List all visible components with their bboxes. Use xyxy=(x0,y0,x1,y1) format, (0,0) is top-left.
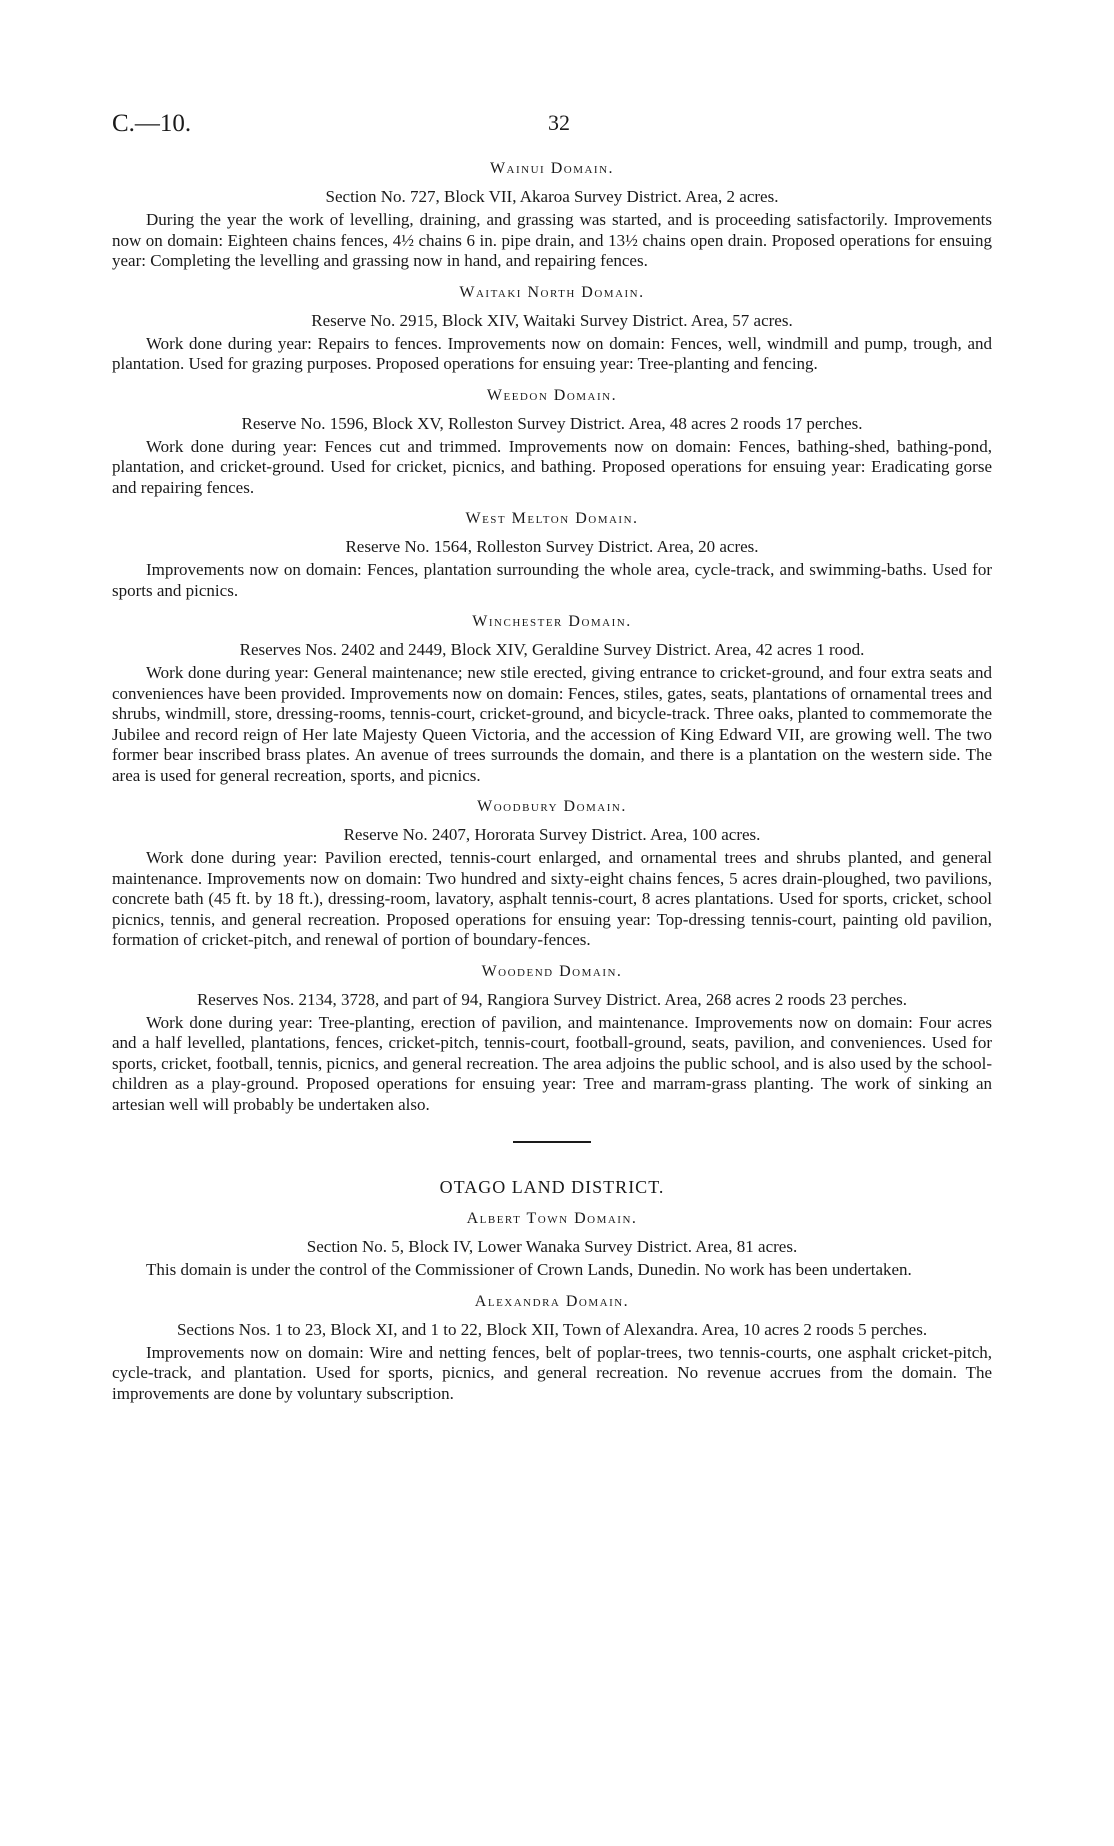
section-title-west-melton: West Melton Domain. xyxy=(465,510,639,527)
section-title-weedon: Weedon Domain. xyxy=(486,386,618,404)
section-body-woodend: Work done during year: Tree-planting, erection of pavilion, and maintenance. Improvements now on domain: Four acres and a half levelled, plantations, fences, cricket-pitch, tennis-court, football-ground, seats, pavilion, and conveniences. Used for sports, cricket, football, tennis, picnics, and general recreation. The area adjoins the public school, and is also used by the school-children as a play-ground. Proposed operations for ensuing year: Tree and marram-grass planting. The work of sinking an artesian well will probably be undertaken also. xyxy=(112,1012,992,1114)
section-body-waitaki-north: Work done during year: Repairs to fences. Improvements now on domain: Fences, well, windmill and pump, trough, and plantation. Used for grazing purposes. Proposed operations for ensuing year: Tree-planting and fencing. xyxy=(112,333,992,373)
section-body-winchester: Work done during year: General maintenance; new stile erected, giving entrance to cricket-ground, and four extra seats and conveniences have been provided. Improvements now on domain: Fences, stiles, gates, seats, plantations of ornamental trees and shrubs, windmill, store, dressing-rooms, tennis-court, cricket-ground, and bicycle-track. Three oaks, planted to commemorate the Jubilee and record reign of Her late Majesty Queen Victoria, and the accession of King Edward VII, are growing well. The two former bear inscribed brass plates. An avenue of trees surrounds the domain, and there is a plantation on the western side. The area is used for general recreation, sports, and picnics. xyxy=(112,663,992,785)
section-body-albert-town: This domain is under the control of the Commissioner of Crown Lands, Dunedin. No work has been undertaken. xyxy=(146,1260,912,1279)
reserve-line-woodend: Reserves Nos. 2134, 3728, and part of 94, Rangiora Survey District. Area, 268 acres 2 roods 23 perches. xyxy=(196,989,908,1009)
district-title: OTAGO LAND DISTRICT. xyxy=(439,1177,665,1197)
reserve-line-woodbury: Reserve No. 2407, Hororata Survey District. Area, 100 acres. xyxy=(343,825,761,844)
reserve-line-west-melton: Reserve No. 1564, Rolleston Survey District. Area, 20 acres. xyxy=(345,537,759,556)
page-body xyxy=(112,160,992,1414)
section-body-weedon: Work done during year: Fences cut and trimmed. Improvements now on domain: Fences, bathing-shed, bathing-pond, plantation, and cricket-ground. Used for cricket, picnics, and bathing. Proposed operations for ensuing year: Eradicating gorse and repairing fences. xyxy=(112,436,992,497)
section-title-alexandra: Alexandra Domain. xyxy=(474,1292,630,1310)
section-title-wainui: Wainui Domain. xyxy=(489,160,615,177)
section-title-winchester: Winchester Domain. xyxy=(472,613,632,630)
document-reference: C.—10. xyxy=(112,110,192,137)
section-body-alexandra: Improvements now on domain: Wire and netting fences, belt of poplar-trees, two tennis-courts, one asphalt cricket-pitch, cycle-track, and plantation. Used for sports, picnics, and general recreation. No revenue accrues from the domain. The improvements are done by voluntary subscription. xyxy=(112,1342,992,1403)
section-title-woodbury: Woodbury Domain. xyxy=(477,798,627,815)
page-header xyxy=(112,110,992,140)
reserve-line-winchester: Reserves Nos. 2402 and 2449, Block XIV, Geraldine Survey District. Area, 42 acres 1 rood. xyxy=(239,640,865,659)
page-number: 32 xyxy=(548,110,570,135)
section-title-woodend: Woodend Domain. xyxy=(481,962,623,980)
section-divider xyxy=(513,1141,591,1143)
reserve-line-albert-town: Section No. 5, Block IV, Lower Wanaka Survey District. Area, 81 acres. xyxy=(306,1237,798,1256)
section-body-west-melton: Improvements now on domain: Fences, plantation surrounding the whole area, cycle-track, and swimming-baths. Used for sports and picnics. xyxy=(112,560,992,600)
section-body-woodbury: Work done during year: Pavilion erected, tennis-court enlarged, and ornamental trees and shrubs planted, and general maintenance. Improvements now on domain: Two hundred and sixty-eight chains fences, 5 acres drain-ploughed, two pavilions, concrete bath (45 ft. by 18 ft.), dressing-room, lavatory, asphalt tennis-court, 8 acres plantations. Used for sports, cricket, school picnics, tennis, and general recreation. Proposed operations for ensuing year: Top-dressing tennis-court, painting old pavilion, formation of cricket-pitch, and renewal of portion of boundary-fences. xyxy=(112,848,992,949)
reserve-line-alexandra: Sections Nos. 1 to 23, Block XI, and 1 to 22, Block XII, Town of Alexandra. Area, 10 acres 2 roods 5 perches. xyxy=(176,1319,928,1339)
section-title-albert-town: Albert Town Domain. xyxy=(466,1210,638,1227)
reserve-line-wainui: Section No. 727, Block VII, Akaroa Survey District. Area, 2 acres. xyxy=(325,187,779,206)
reserve-line-waitaki-north: Reserve No. 2915, Block XIV, Waitaki Survey District. Area, 57 acres. xyxy=(311,310,793,330)
reserve-line-weedon: Reserve No. 1596, Block XV, Rolleston Survey District. Area, 48 acres 2 roods 17 perches. xyxy=(241,413,863,433)
section-title-waitaki-north: Waitaki North Domain. xyxy=(459,283,645,301)
section-body-wainui: During the year the work of levelling, draining, and grassing was started, and is proceeding satisfactorily. Improvements now on domain: Eighteen chains fences, 4½ chains 6 in. pipe drain, and 13½ chains open drain. Proposed operations for ensuing year: Completing the levelling and grassing now in hand, and repairing fences. xyxy=(112,210,992,270)
